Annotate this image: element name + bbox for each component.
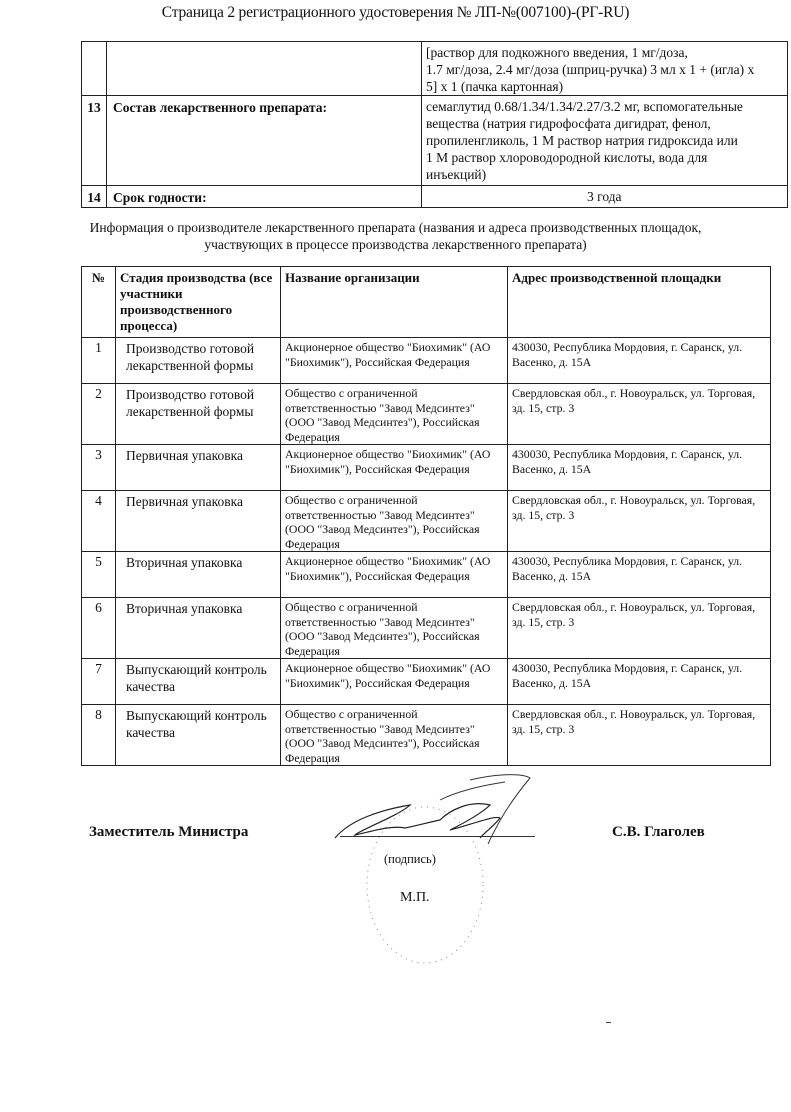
stamp-label: М.П.	[400, 890, 430, 905]
cell-num: 7	[82, 659, 116, 705]
cell-org: Общество с ограниченной ответственностью "Завод Медсинтез" (ООО "Завод Медсинтез"), Российская Федерация	[281, 598, 508, 659]
cell-address: 430030, Республика Мордовия, г. Саранск, ул. Васенко, д. 15А	[508, 445, 771, 491]
table-row	[82, 598, 771, 659]
product-info-table	[81, 41, 788, 208]
page-header: Страница 2 регистрационного удостоверения № ЛП-№(007100)-(РГ-RU)	[161, 4, 630, 21]
cell-num: 8	[82, 705, 116, 766]
cell-num: 4	[82, 491, 116, 552]
header-address: Адрес производственной площадки	[508, 267, 771, 338]
cell-stage: Производство готовой лекарственной формы	[116, 338, 281, 384]
signature-caption: (подпись)	[384, 852, 436, 866]
section-title-line: участвующих в процессе производства лекарственного препарата)	[204, 237, 587, 252]
row-number	[82, 42, 107, 96]
table-row	[82, 552, 771, 598]
cell-num: 3	[82, 445, 116, 491]
row-number: 14	[82, 186, 107, 208]
cell-address: 430030, Республика Мордовия, г. Саранск, ул. Васенко, д. 15А	[508, 552, 771, 598]
row-value: 3 года	[422, 186, 788, 208]
table-row-shelf-life	[82, 186, 788, 208]
cell-org: Общество с ограниченной ответственностью "Завод Медсинтез" (ООО "Завод Медсинтез"), Российская Федерация	[281, 384, 508, 445]
cell-org: Акционерное общество "Биохимик" (АО "Биохимик"), Российская Федерация	[281, 659, 508, 705]
cell-address: Свердловская обл., г. Новоуральск, ул. Торговая, зд. 15, стр. 3	[508, 384, 771, 445]
row-label	[107, 42, 422, 96]
cell-address: Свердловская обл., г. Новоуральск, ул. Торговая, зд. 15, стр. 3	[508, 491, 771, 552]
signatory-name: С.В. Глаголев	[612, 824, 705, 840]
table-row	[82, 384, 771, 445]
manufacturer-table	[81, 266, 771, 766]
table-row	[82, 659, 771, 705]
row-number: 13	[82, 96, 107, 186]
value-line: инъекций)	[426, 167, 487, 182]
row-label: Срок годности:	[107, 186, 422, 208]
section-title-line: Информация о производителе лекарственного препарата (названия и адреса производственных площадок,	[89, 220, 702, 235]
handwritten-signature-icon	[320, 770, 550, 850]
value-line: [раствор для подкожного введения, 1 мг/доза,	[426, 45, 688, 60]
manufacturer-section-title	[0, 219, 791, 253]
cell-stage: Выпускающий контроль качества	[116, 659, 281, 705]
value-line: пропиленгликоль, 1 М раствор натрия гидроксида или	[426, 133, 738, 148]
header-org: Название организации	[281, 267, 508, 338]
signature-line	[340, 836, 535, 837]
cell-num: 5	[82, 552, 116, 598]
cell-address: Свердловская обл., г. Новоуральск, ул. Торговая, зд. 15, стр. 3	[508, 598, 771, 659]
cell-address: Свердловская обл., г. Новоуральск, ул. Торговая, зд. 15, стр. 3	[508, 705, 771, 766]
value-line: 5] x 1 (пачка картонная)	[426, 79, 564, 94]
cell-address: 430030, Республика Мордовия, г. Саранск, ул. Васенко, д. 15А	[508, 659, 771, 705]
table-row-composition	[82, 96, 788, 186]
cell-stage: Выпускающий контроль качества	[116, 705, 281, 766]
scan-artifact	[606, 1022, 611, 1023]
header-num: №	[82, 267, 116, 338]
cell-stage: Первичная упаковка	[116, 445, 281, 491]
cell-org: Акционерное общество "Биохимик" (АО "Биохимик"), Российская Федерация	[281, 552, 508, 598]
table-row	[82, 491, 771, 552]
row-label: Состав лекарственного препарата:	[107, 96, 422, 186]
cell-org: Акционерное общество "Биохимик" (АО "Биохимик"), Российская Федерация	[281, 445, 508, 491]
table-row	[82, 338, 771, 384]
cell-num: 1	[82, 338, 116, 384]
cell-num: 6	[82, 598, 116, 659]
cell-address: 430030, Республика Мордовия, г. Саранск, ул. Васенко, д. 15А	[508, 338, 771, 384]
table-row	[82, 705, 771, 766]
table-header-row	[82, 267, 771, 338]
cell-org: Общество с ограниченной ответственностью "Завод Медсинтез" (ООО "Завод Медсинтез"), Российская Федерация	[281, 705, 508, 766]
signatory-position: Заместитель Министра	[89, 824, 249, 840]
cell-stage: Вторичная упаковка	[116, 598, 281, 659]
cell-org: Общество с ограниченной ответственностью "Завод Медсинтез" (ООО "Завод Медсинтез"), Российская Федерация	[281, 491, 508, 552]
cell-org: Акционерное общество "Биохимик" (АО "Биохимик"), Российская Федерация	[281, 338, 508, 384]
row-value	[422, 96, 788, 186]
value-line: вещества (натрия гидрофосфата дигидрат, фенол,	[426, 116, 711, 131]
table-row-packaging-continued	[82, 42, 788, 96]
cell-stage: Вторичная упаковка	[116, 552, 281, 598]
row-value	[422, 42, 788, 96]
header-stage: Стадия производства (все участники производственного процесса)	[116, 267, 281, 338]
table-row	[82, 445, 771, 491]
cell-num: 2	[82, 384, 116, 445]
value-line: семаглутид 0.68/1.34/1.34/2.27/3.2 мг, вспомогательные	[426, 99, 743, 114]
value-line: 1.7 мг/доза, 2.4 мг/доза (шприц-ручка) 3 мл x 1 + (игла) x	[426, 62, 755, 77]
cell-stage: Первичная упаковка	[116, 491, 281, 552]
cell-stage: Производство готовой лекарственной формы	[116, 384, 281, 445]
value-line: 1 М раствор хлороводородной кислоты, вода для	[426, 150, 708, 165]
